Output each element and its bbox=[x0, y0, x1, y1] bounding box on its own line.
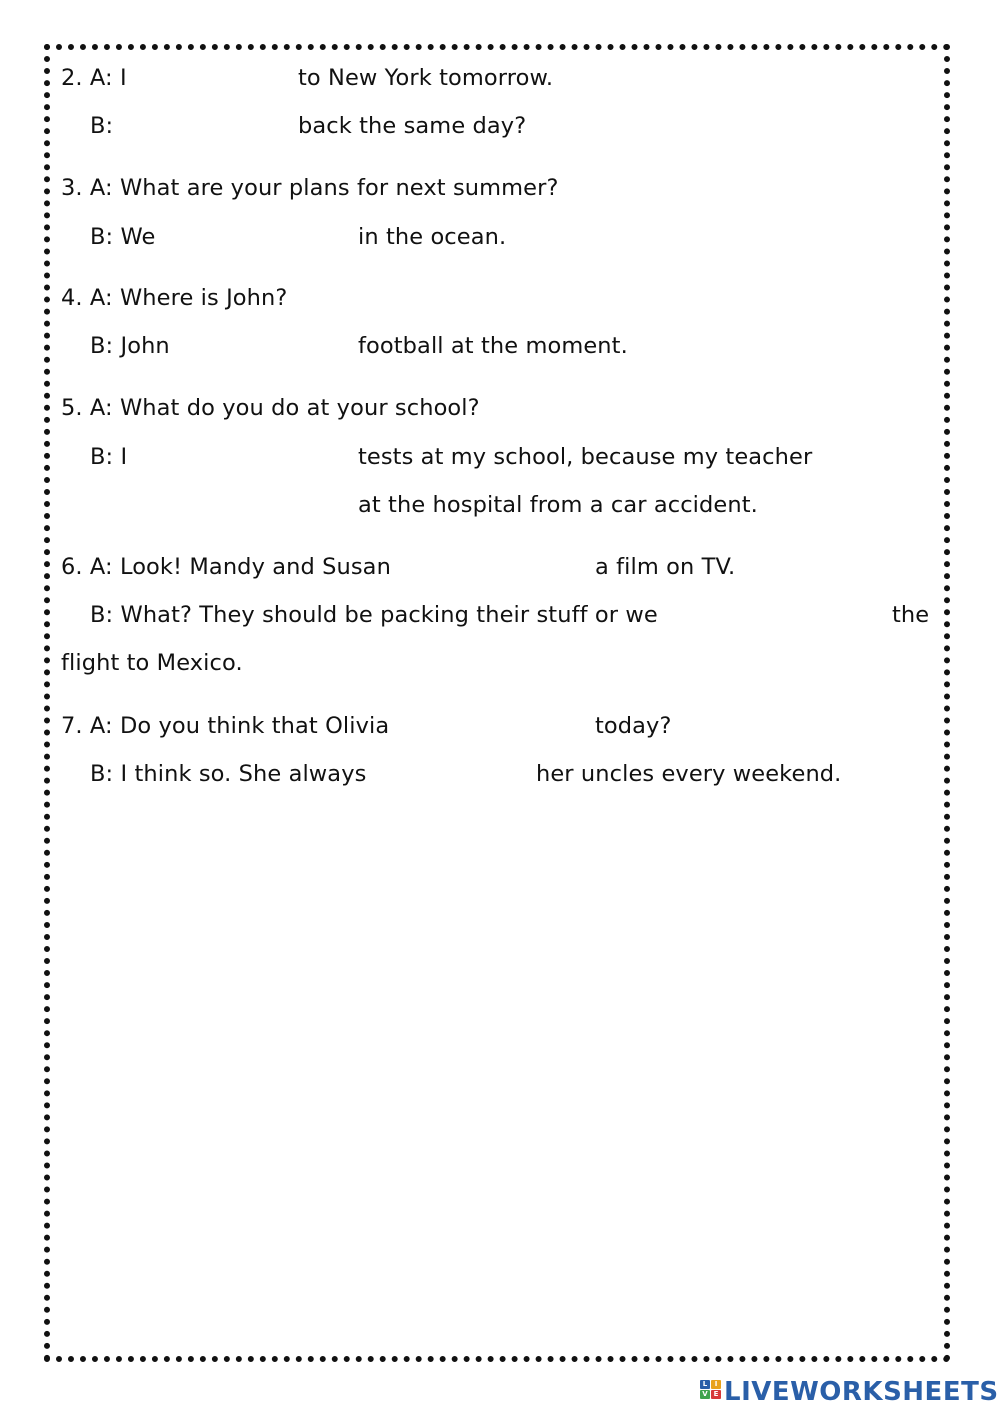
q2-a-start: 2. A: I bbox=[61, 65, 127, 91]
liveworksheets-logo-text: LIVEWORKSHEETS bbox=[724, 1377, 999, 1407]
q5-b-start: B: I bbox=[90, 444, 128, 470]
q5-b-answer-field-1[interactable] bbox=[135, 442, 350, 472]
q7-b-end: her uncles every weekend. bbox=[536, 761, 842, 787]
q3-a-text: 3. A: What are your plans for next summer? bbox=[61, 175, 559, 201]
q6-b-answer-field[interactable] bbox=[690, 600, 885, 630]
logo-icon-tile-1: L bbox=[700, 1380, 710, 1389]
q3-b-start: B: We bbox=[90, 224, 156, 250]
q7-a-start: 7. A: Do you think that Olivia bbox=[61, 713, 390, 739]
q5-a-text: 5. A: What do you do at your school? bbox=[61, 395, 480, 421]
logo-icon-tile-2: I bbox=[711, 1380, 721, 1389]
q4-b-start: B: John bbox=[90, 333, 170, 359]
q6-b-end: the bbox=[892, 602, 930, 628]
liveworksheets-logo bbox=[700, 1374, 999, 1410]
q2-a-end: to New York tomorrow. bbox=[298, 65, 554, 91]
q4-a-text: 4. A: Where is John? bbox=[61, 285, 288, 311]
q2-b-start: B: bbox=[90, 113, 114, 139]
q6-b-start: B: What? They should be packing their stuff or we bbox=[90, 602, 658, 628]
q5-b-end: tests at my school, because my teacher bbox=[358, 444, 813, 470]
q2-a-answer-field[interactable] bbox=[135, 63, 290, 93]
q6-a-start: 6. A: Look! Mandy and Susan bbox=[61, 554, 391, 580]
q2-b-end: back the same day? bbox=[298, 113, 527, 139]
q6-a-answer-field[interactable] bbox=[412, 552, 587, 582]
q6-b-line2: flight to Mexico. bbox=[61, 650, 243, 676]
logo-icon-tile-3: V bbox=[700, 1390, 710, 1399]
q2-b-answer-field[interactable] bbox=[125, 111, 290, 141]
q6-a-end: a film on TV. bbox=[595, 554, 736, 580]
q7-a-answer-field[interactable] bbox=[405, 711, 587, 741]
logo-icon-tile-4: E bbox=[711, 1390, 721, 1399]
q4-b-end: football at the moment. bbox=[358, 333, 628, 359]
q5-b-line2: at the hospital from a car accident. bbox=[358, 492, 758, 518]
q7-b-answer-field[interactable] bbox=[390, 759, 528, 789]
q5-b-answer-field-2[interactable] bbox=[90, 490, 350, 520]
q3-b-end: in the ocean. bbox=[358, 224, 507, 250]
q7-a-end: today? bbox=[595, 713, 672, 739]
liveworksheets-logo-icon bbox=[700, 1377, 722, 1407]
q4-b-answer-field[interactable] bbox=[190, 331, 350, 361]
q7-b-start: B: I think so. She always bbox=[90, 761, 367, 787]
q3-b-answer-field[interactable] bbox=[165, 222, 350, 252]
